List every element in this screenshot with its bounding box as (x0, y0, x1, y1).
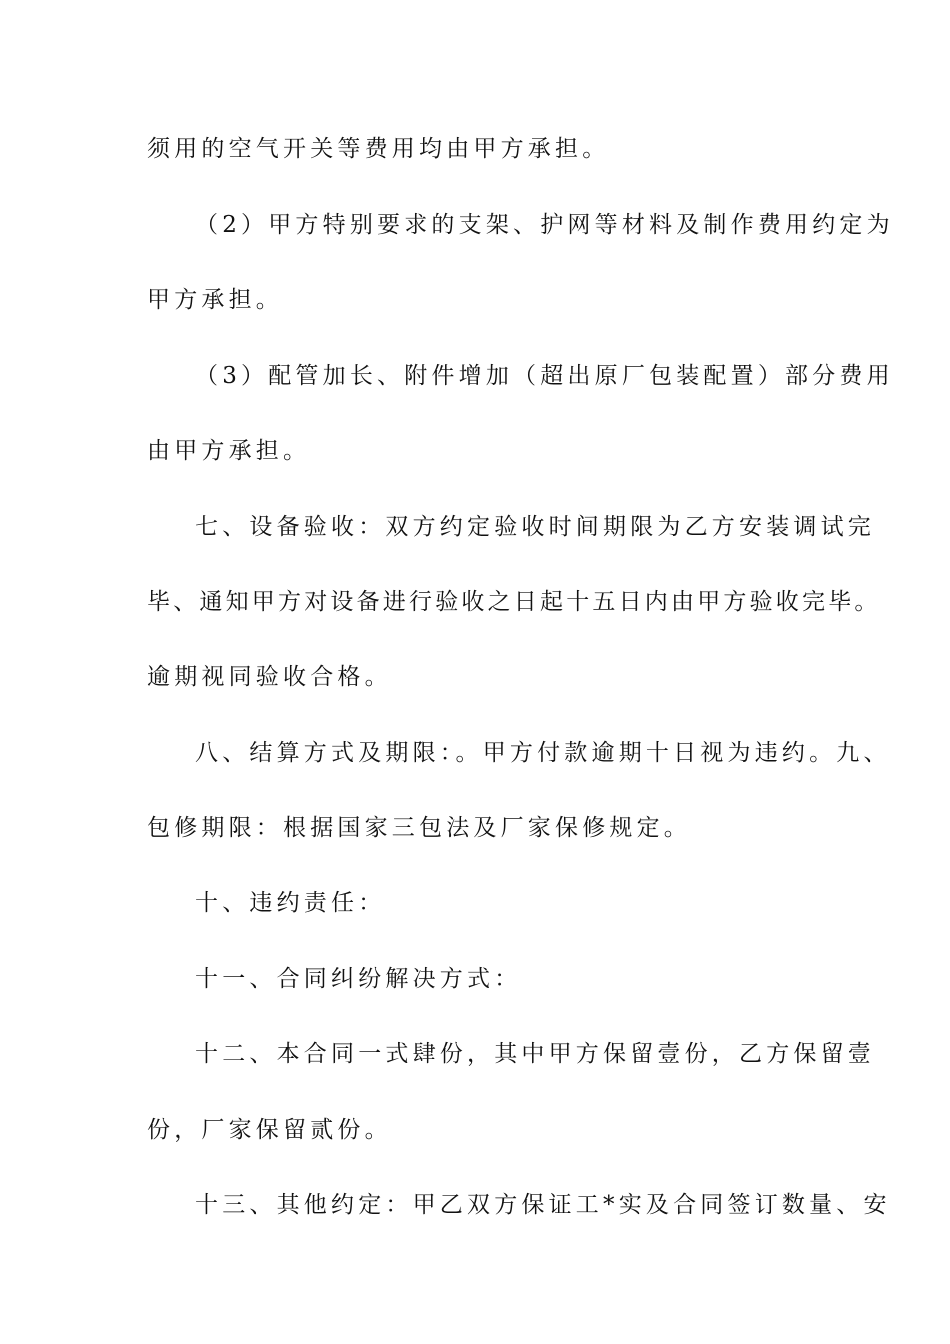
text-line-2: （2）甲方特别要求的支架、护网等材料及制作费用约定为 (195, 212, 894, 238)
text-line-4: （3）配管加长、附件增加（超出原厂包装配置）部分费用 (195, 363, 894, 389)
text-line-14: 份，厂家保留贰份。 (147, 1117, 392, 1143)
text-line-5: 由甲方承担。 (147, 438, 311, 464)
text-line-11: 十、违约责任： (195, 890, 386, 916)
text-line-9: 八、结算方式及期限：。甲方付款逾期十日视为违约。九、 (195, 740, 891, 766)
text-line-15: 十三、其他约定：甲乙双方保证工*实及合同签订数量、安 (195, 1192, 891, 1218)
text-line-13: 十二、本合同一式肆份，其中甲方保留壹份，乙方保留壹 (195, 1041, 875, 1067)
text-line-6: 七、设备验收：双方约定验收时间期限为乙方安装调试完 (195, 514, 875, 540)
text-line-7: 毕、通知甲方对设备进行验收之日起十五日内由甲方验收完毕。 (147, 589, 881, 615)
text-line-8: 逾期视同验收合格。 (147, 664, 392, 690)
text-line-3: 甲方承担。 (147, 287, 283, 313)
text-line-1: 须用的空气开关等费用均由甲方承担。 (147, 136, 610, 162)
text-line-12: 十一、合同纠纷解决方式： (195, 966, 522, 992)
text-line-10: 包修期限：根据国家三包法及厂家保修规定。 (147, 815, 691, 841)
